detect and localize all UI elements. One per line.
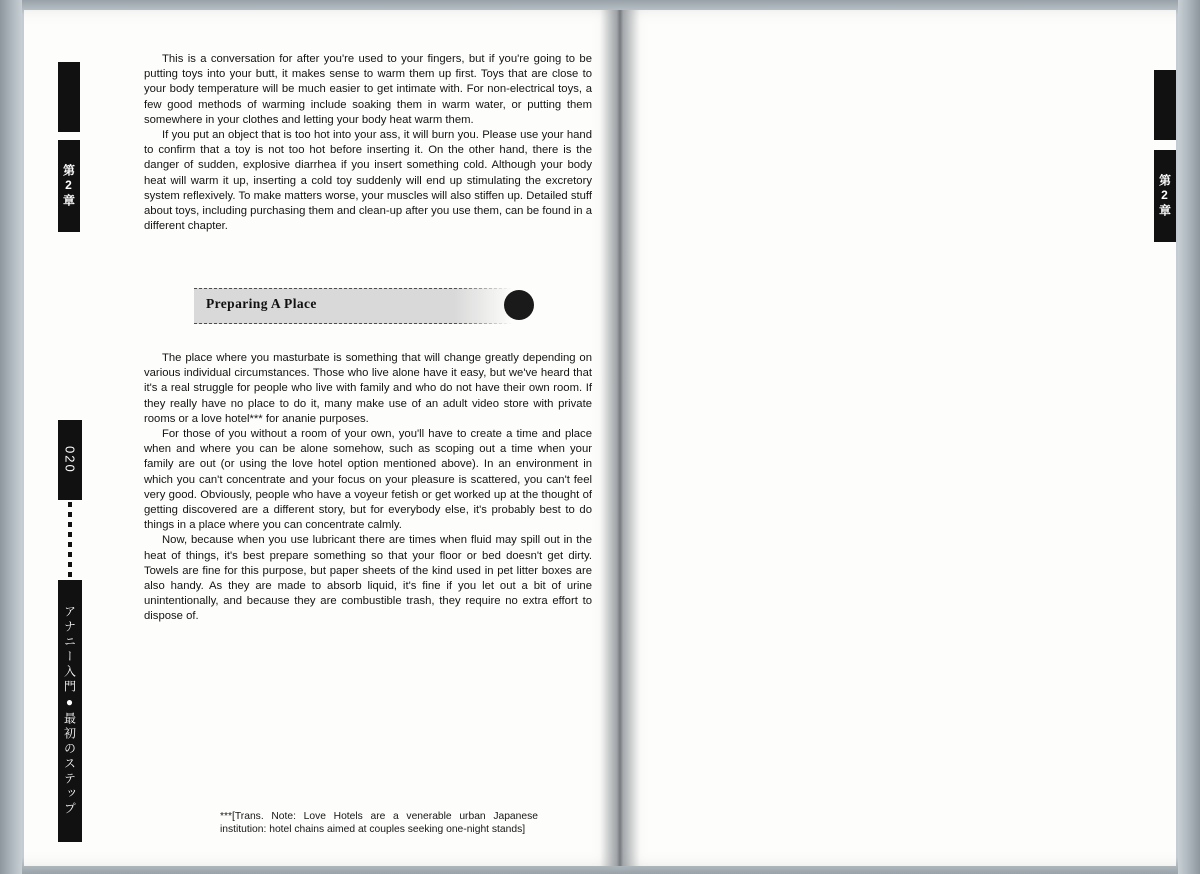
banner-dot-decoration <box>504 290 534 320</box>
dotted-rule-decoration <box>68 502 72 580</box>
right-chapter-tab: 第2章 <box>1154 150 1176 242</box>
left-page-bottom-text <box>144 351 592 625</box>
translator-footnote: ***[Trans. Note: Love Hotels are a venerable urban Japanese institution: hotel chains aimed at couples seeking one-night stands] <box>220 811 538 835</box>
left-page-top-text <box>144 52 592 234</box>
paragraph: The place where you masturbate is something that will change greatly depending on various individual circumstances. Those who live alone have it easy, but we've heard that it's a real struggle for people who live with family and who do not have their own room. If they really have no place to do it, many make use of an adult video store with private rooms or a love hotel*** for ananie purposes. <box>144 352 592 425</box>
paragraph: Now, because when you use lubricant there are times when fluid may spill out in the heat of things, it's best prepare something so that your floor or bed doesn't get dirty. Towels are fine for this purpose, but paper sheets of the kind used in pet litter boxes are also handy. As they are made to absorb liquid, it's fine if you let out a bit of urine unintentionally, and because they are combustible trash, they require no extra effort to dispose of. <box>144 534 592 623</box>
section-heading-banner <box>194 288 534 322</box>
left-vertical-running-title: アナニー入門●最初のステップ <box>58 580 82 842</box>
paragraph: This is a conversation for after you're used to your fingers, but if you're going to be putting toys into your butt, it makes sense to warm them up first. Toys that are close to your body temperature will be much easier to get intimate with. For non-electrical toys, a few good methods of warming include soaking them in warm water, or putting them somewhere in your clothes and letting your body heat warm them. <box>144 53 592 126</box>
section-heading-label: Preparing A Place <box>206 296 317 311</box>
paragraph: If you put an object that is too hot into your ass, it will burn you. Please use your hand to confirm that a toy is not too hot before inserting it. On the other hand, there is the danger of sudden, explosive diarrhea if you insert something cold. Although your body heat will warm it up, inserting a cold toy suddenly will end up stimulating the excretory system reflexively. To make matters worse, your muscles will also stiffen up. Detailed stuff about toys, including purchasing them and clean-up after you use them, can be found in a different chapter. <box>144 129 592 233</box>
left-chapter-tab: 第2章 <box>58 140 80 232</box>
right-page <box>620 10 1176 866</box>
left-page <box>24 10 620 866</box>
paragraph: For those of you without a room of your own, you'll have to create a time and place when and where you can be alone somehow, such as scoping out a time when your family are out (or using the love hotel option mentioned above). In an environment in which you can't concentrate and your focus on your pleasure is scattered, you can't feel very good. Obviously, people who have a voyeur fetish or get worked up at the thought of getting discovered are a different story, but for everybody else, it's probably best to do things in a place where you can concentrate calmly. <box>144 428 592 532</box>
page-number: 020 <box>58 420 82 500</box>
scan-edge-right <box>1178 0 1200 874</box>
scan-edge-left <box>0 0 22 874</box>
